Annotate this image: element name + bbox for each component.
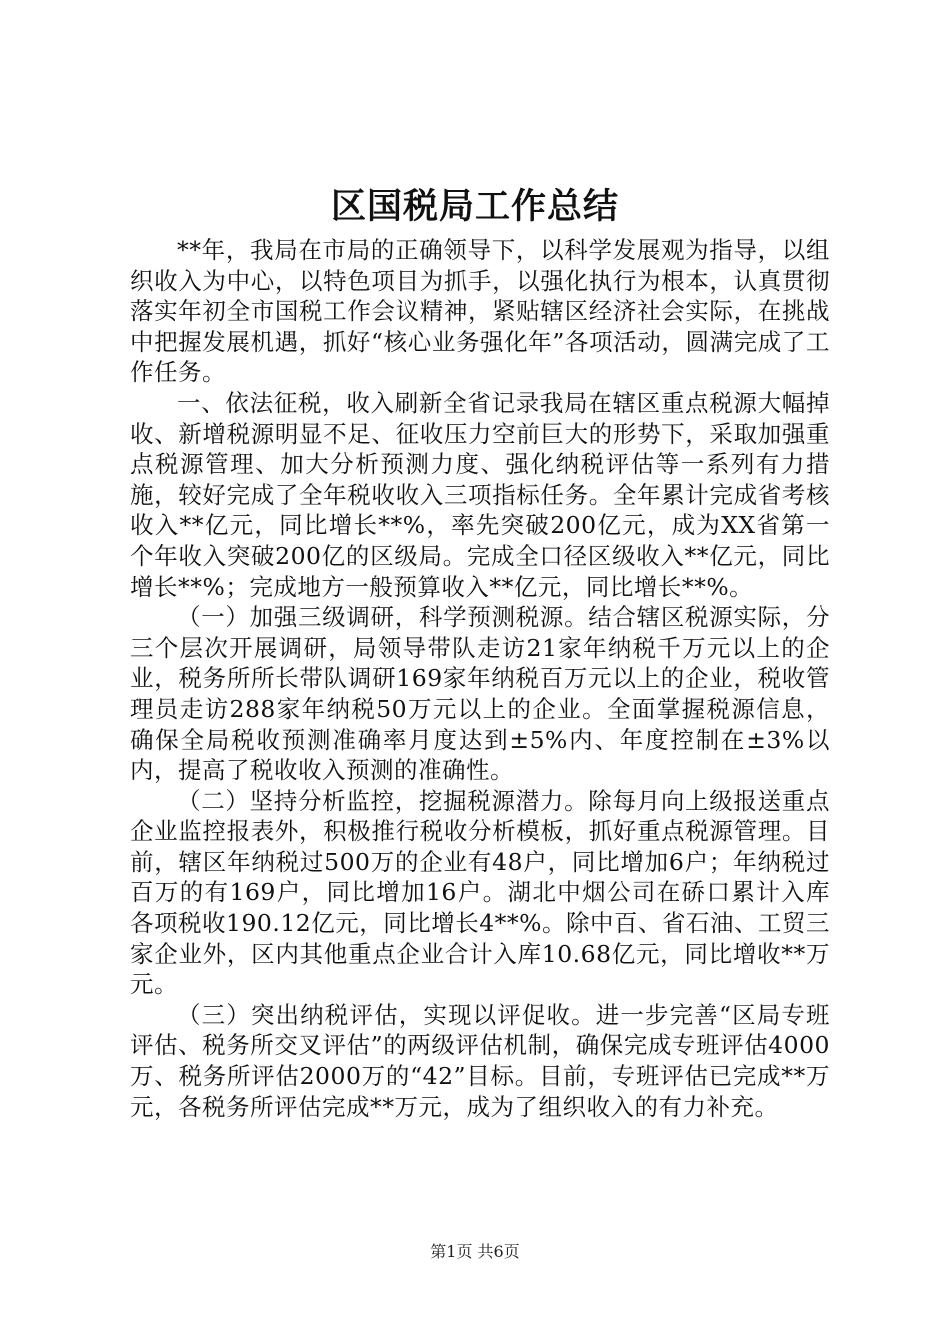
document-body xyxy=(130,235,830,1122)
paragraph-intro: **年，我局在市局的正确领导下，以科学发展观为指导，以组织收入为中心，以特色项目为抓手，以强化执行为根本，认真贯彻落实年初全市国税工作会议精神，紧贴辖区经济社会实际，在挑战中把握发展机遇，抓好“核心业务强化年”各项活动，圆满完成了工作任务。 xyxy=(130,236,830,387)
page-footer: 第1页 共6页 xyxy=(430,1242,520,1261)
document-title: 区国税局工作总结 xyxy=(330,187,619,227)
paragraph-subsection-1: （一）加强三级调研，科学预测税源。结合辖区税源实际，分三个层次开展调研，局领导带队走访21家年纳税千万元以上的企业，税务所所长带队调研169家年纳税百万元以上的企业，税收管理员走访288家年纳税50万元以上的企业。全面掌握税源信息，确保全局税收预测准确率月度达到±5%内、年度控制在±3%以内，提高了税收收入预测的准确性。 xyxy=(130,603,830,785)
paragraph-subsection-3: （三）突出纳税评估，实现以评促收。进一步完善“区局专班评估、税务所交叉评估”的两级评估机制，确保完成专班评估4000万、税务所评估2000万的“42”目标。目前，专班评估已完成**万元，各税务所评估完成**万元，成为了组织收入的有力补充。 xyxy=(130,1000,830,1121)
paragraph-subsection-2: （二）坚持分析监控，挖掘税源潜力。除每月向上级报送重点企业监控报表外，积极推行税收分析模板，抓好重点税源管理。目前，辖区年纳税过500万的企业有48户，同比增加6户；年纳税过百万的有169户，同比增加16户。湖北中烟公司在硚口累计入库各项税收190.12亿元，同比增长4**%。除中百、省石油、工贸三家企业外，区内其他重点企业合计入库10.68亿元，同比增收**万元。 xyxy=(130,786,831,999)
paragraph-section-1: 一、依法征税，收入刷新全省记录我局在辖区重点税源大幅掉收、新增税源明显不足、征收压力空前巨大的形势下，采取加强重点税源管理、加大分析预测力度、强化纳税评估等一系列有力措施，较好完成了全年税收收入三项指标任务。全年累计完成省考核收入**亿元，同比增长**%，率先突破200亿元，成为XX省第一个年收入突破200亿的区级局。完成全口径区级收入**亿元，同比增长**%；完成地方一般预算收入**亿元，同比增长**%。 xyxy=(130,388,830,601)
